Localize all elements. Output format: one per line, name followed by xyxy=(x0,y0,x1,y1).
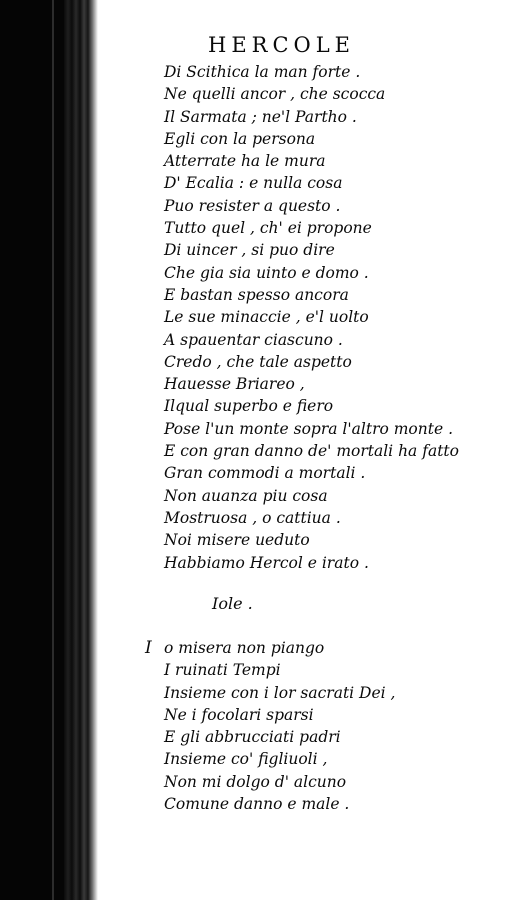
verse-line: Egli con la persona xyxy=(164,129,316,148)
verse-line: Ne i focolari sparsi xyxy=(164,705,314,724)
verse-line: A spauentar ciascuno . xyxy=(164,330,343,349)
verse-line: E con gran danno de' mortali ha fatto xyxy=(164,442,459,461)
verse-line: Credo , che tale aspetto xyxy=(164,352,352,371)
binding-streak xyxy=(52,0,54,900)
verse-line: Gran commodi a mortali . xyxy=(164,464,366,483)
running-head: HERCOLE xyxy=(208,33,356,57)
verse-line: Hauesse Briareo , xyxy=(164,375,305,394)
verse-line: Habbiamo Hercol e irato . xyxy=(164,553,369,572)
verse-line: Non auanza piu cosa xyxy=(164,486,328,505)
verse-line: Tutto quel , ch' ei propone xyxy=(164,219,372,238)
speaker-name: Iole . xyxy=(212,594,253,613)
verse-line: Non mi dolgo d' alcuno xyxy=(164,772,347,791)
verse-line: Ne quelli ancor , che scocca xyxy=(164,85,386,104)
verse-line: Di Scithica la man forte . xyxy=(164,63,361,81)
verse-line: Noi misere ueduto xyxy=(164,531,310,550)
book-binding-shadow xyxy=(0,0,64,900)
verse-line: Insieme co' figliuoli , xyxy=(164,750,328,769)
verse-line: Mostruosa , o cattiua . xyxy=(164,508,341,527)
verse-line: Insieme con i lor sacrati Dei , xyxy=(164,683,396,702)
verse-line: Comune danno e male . xyxy=(164,795,350,814)
verse-line: Pose l'un monte sopra l'altro monte . xyxy=(164,419,454,438)
verse-line: I ruinati Tempi xyxy=(164,661,281,680)
drop-initial: I xyxy=(145,638,152,658)
verse-line: Puo resister a questo . xyxy=(164,196,341,215)
verse-line: Di uincer , si puo dire xyxy=(164,241,335,260)
verse-line: E gli abbrucciati padri xyxy=(164,728,341,747)
verse-line: Atterrate ha le mura xyxy=(164,152,326,171)
verse-block-chorus xyxy=(164,61,509,574)
verse-line: D' Ecalia : e nulla cosa xyxy=(164,174,343,193)
verse-line: Le sue minaccie , e'l uolto xyxy=(164,308,369,327)
verse-line: Il Sarmata ; ne'l Partho . xyxy=(164,107,357,126)
verse-line: Che gia sia uinto e domo . xyxy=(164,263,369,282)
verse-block-iole xyxy=(164,637,509,815)
verse-line: o misera non piango xyxy=(164,639,325,657)
page-gutter xyxy=(64,0,98,900)
verse-line: Ilqual superbo e fiero xyxy=(164,397,334,416)
verse-line: E bastan spesso ancora xyxy=(164,285,349,304)
